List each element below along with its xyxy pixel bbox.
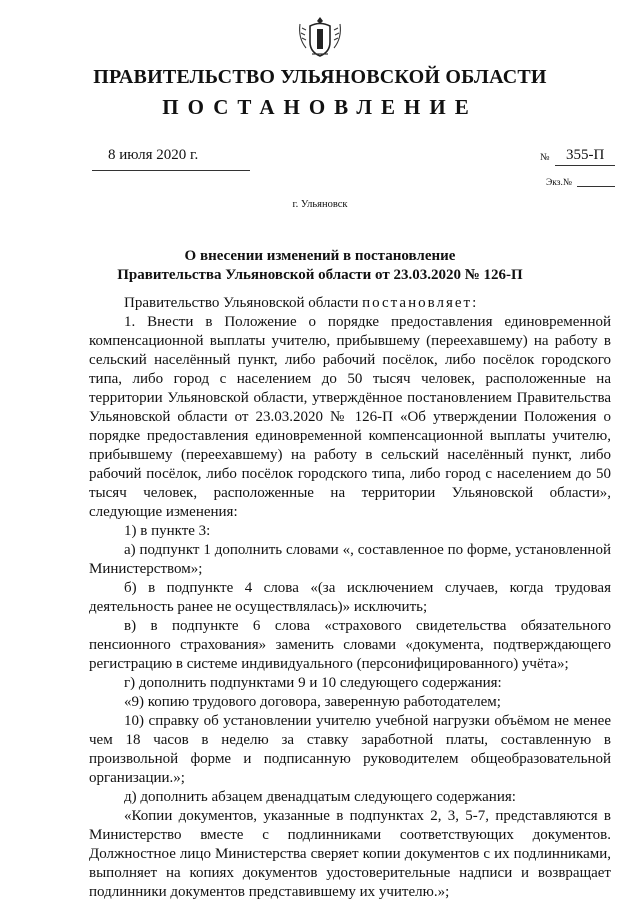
coat-of-arms-icon bbox=[296, 14, 344, 60]
document-heading bbox=[0, 247, 640, 285]
number-underline bbox=[555, 165, 615, 166]
paragraph: г) дополнить подпунктами 9 и 10 следующего содержания: bbox=[124, 675, 502, 691]
preamble bbox=[89, 294, 611, 313]
document-date: 8 июля 2020 г. bbox=[108, 147, 199, 163]
government-title: ПРАВИТЕЛЬСТВО УЛЬЯНОВСКОЙ ОБЛАСТИ bbox=[93, 66, 547, 88]
paragraph: б) в подпункте 4 слова «(за исключением случаев, когда трудовая деятельность ранее не осуществлялась)» исключить; bbox=[89, 580, 611, 615]
number-prefix: № bbox=[540, 152, 550, 163]
copy-number-label: Экз.№ bbox=[546, 178, 572, 188]
paragraph: а) подпункт 1 дополнить словами «, составленное по форме, установленной Министерством»; bbox=[89, 542, 611, 577]
paragraph: «9) копию трудового договора, заверенную работодателем; bbox=[124, 694, 501, 710]
document-body bbox=[89, 294, 611, 902]
paragraph: д) дополнить абзацем двенадцатым следующего содержания: bbox=[124, 789, 516, 805]
document-number: 355-П bbox=[566, 147, 605, 163]
copy-number-underline bbox=[577, 186, 615, 187]
preamble-start: Правительство Ульяновской области bbox=[124, 295, 363, 311]
city: г. Ульяновск bbox=[292, 199, 348, 210]
paragraph: 1) в пункте 3: bbox=[124, 523, 211, 539]
date-underline bbox=[92, 170, 250, 171]
preamble-spaced: постановляет bbox=[362, 295, 473, 311]
paragraph: 10) справку об установлении учителю учебной нагрузки объёмом не менее чем 18 часов в неделю за ставку заработной платы, составленную в произвольной форме и подписанную руководителем общеобразовательной организации.»; bbox=[89, 713, 611, 786]
heading-line-2: Правительства Ульяновской области от 23.03.2020 № 126-П bbox=[117, 267, 523, 283]
paragraph: «Копии документов, указанные в подпунктах 2, 3, 5-7, представляются в Министерство вместе с подлинниками соответствующих документов. Должностное лицо Министерства сверяет копии документов с их подлинниками, выполняет на копиях документов удостоверительные надписи и возвращает подлинники документов представившему их учителю.»; bbox=[89, 808, 611, 900]
heading-line-1: О внесении изменений в постановление bbox=[184, 248, 456, 264]
paragraph: в) в подпункте 6 слова «страхового свидетельства обязательного пенсионного страхования» заменить словами «документа, подтверждающего регистрацию в системе индивидуального (персонифицированного) учёта»; bbox=[89, 618, 611, 672]
preamble-end: : bbox=[472, 295, 477, 311]
document-type: ПОСТАНОВЛЕНИЕ bbox=[162, 95, 478, 119]
paragraph: 1. Внести в Положение о порядке предоставления единовременной компенсационной выплаты учителю, прибывшему (переехавшему) на работу в сельский населённый пункт, либо рабочий посёлок, либо посёлок городского типа, либо город с населением до 50 тысяч человек, расположенные на территории Ульяновской области, утверждённое постановлением Правительства Ульяновской области от 23.03.2020 № 126-П «Об утверждении Положения о порядке предоставления единовременной компенсационной выплаты учителю, прибывшему (переехавшему) на работу в сельский населённый пункт, либо рабочий посёлок, либо посёлок городского типа, либо город с населением до 50 тысяч человек, расположенные на территории Ульяновской области», следующие изменения: bbox=[89, 314, 611, 520]
